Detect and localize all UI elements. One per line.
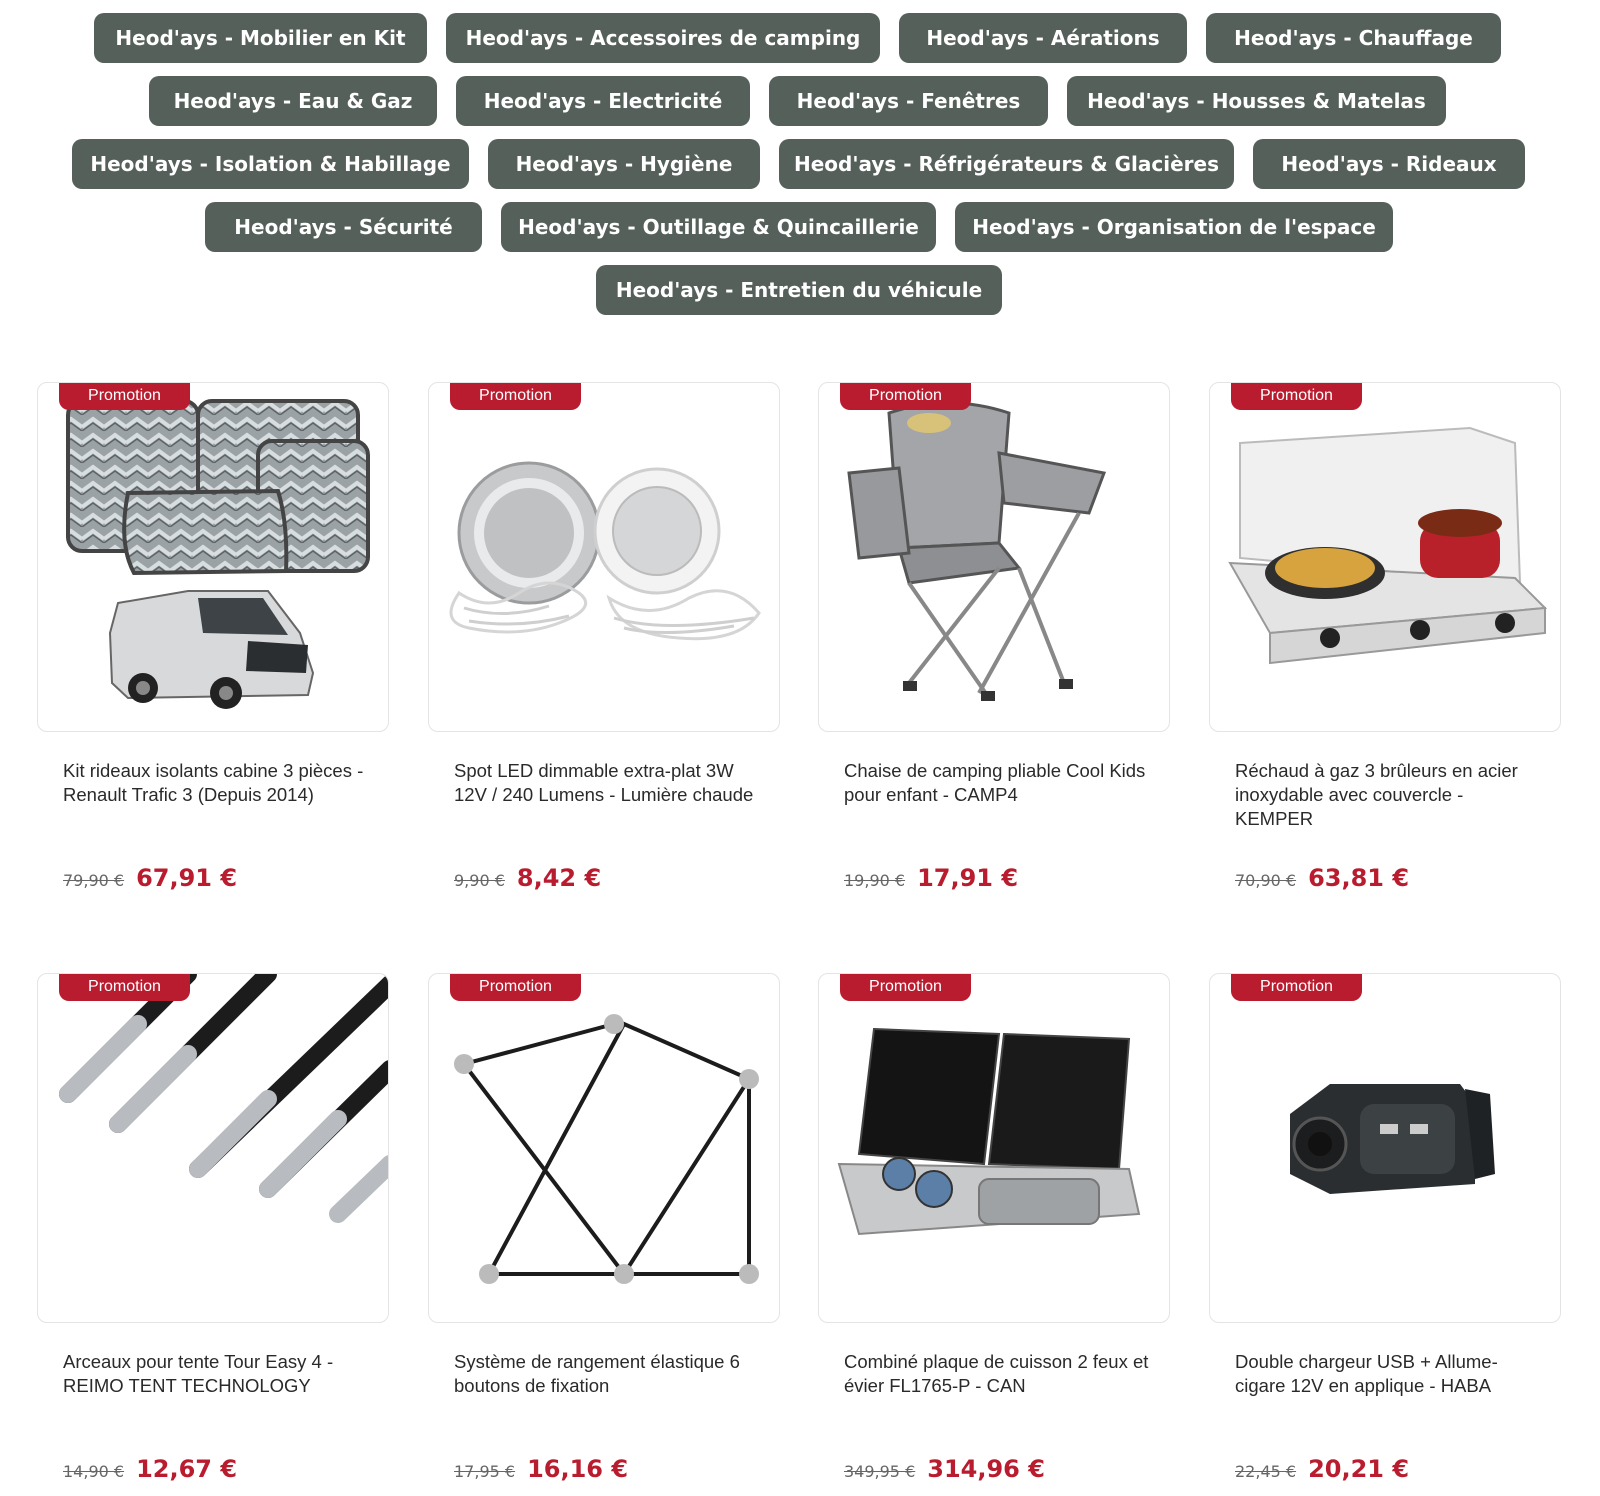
category-button-refrigerateurs-glacieres[interactable]: Heod'ays - Réfrigérateurs & Glacières (779, 139, 1234, 189)
category-button-electricite[interactable]: Heod'ays - Electricité (456, 76, 750, 126)
product-title[interactable]: Kit rideaux isolants cabine 3 pièces - Renault Trafic 3 (Depuis 2014) (63, 760, 364, 805)
promotion-badge: Promotion (840, 382, 971, 410)
sale-price: 63,81 € (1308, 864, 1410, 892)
old-price: 17,95 € (454, 1462, 516, 1481)
product-image[interactable] (1209, 382, 1561, 732)
promotion-badge: Promotion (1231, 382, 1362, 410)
insulating-curtains-van-image (38, 383, 389, 732)
category-button-outillage-quincaillerie[interactable]: Heod'ays - Outillage & Quincaillerie (501, 202, 936, 252)
category-button-fenetres[interactable]: Heod'ays - Fenêtres (769, 76, 1048, 126)
category-button-mobilier-en-kit[interactable]: Heod'ays - Mobilier en Kit (94, 13, 427, 63)
product-image[interactable] (428, 973, 780, 1323)
category-button-aerations[interactable]: Heod'ays - Aérations (899, 13, 1187, 63)
old-price: 22,45 € (1235, 1462, 1297, 1481)
category-button-organisation-espace[interactable]: Heod'ays - Organisation de l'espace (955, 202, 1393, 252)
product-title[interactable]: Système de rangement élastique 6 boutons de fixation (454, 1351, 740, 1396)
price-block (454, 1455, 628, 1483)
product-title[interactable]: Spot LED dimmable extra-plat 3W 12V / 240 Lumens - Lumière chaude (454, 760, 754, 805)
promotion-badge: Promotion (59, 382, 190, 410)
category-button-chauffage[interactable]: Heod'ays - Chauffage (1206, 13, 1501, 63)
promotion-badge: Promotion (450, 973, 581, 1001)
product-title[interactable]: Double chargeur USB + Allume-cigare 12V en applique - HABA (1235, 1351, 1498, 1396)
old-price: 349,95 € (844, 1462, 916, 1481)
elastic-storage-image (429, 974, 780, 1323)
category-button-securite[interactable]: Heod'ays - Sécurité (205, 202, 482, 252)
old-price: 79,90 € (63, 871, 125, 890)
old-price: 19,90 € (844, 871, 906, 890)
product-image[interactable] (37, 973, 389, 1323)
price-block (63, 1455, 237, 1483)
hob-sink-combo-image (819, 974, 1170, 1323)
category-button-eau-gaz[interactable]: Heod'ays - Eau & Gaz (149, 76, 437, 126)
category-button-rideaux[interactable]: Heod'ays - Rideaux (1253, 139, 1525, 189)
promotion-badge: Promotion (840, 973, 971, 1001)
price-block (844, 864, 1018, 892)
sale-price: 16,16 € (527, 1455, 629, 1483)
product-title[interactable]: Chaise de camping pliable Cool Kids pour enfant - CAMP4 (844, 760, 1146, 805)
sale-price: 17,91 € (917, 864, 1019, 892)
promotion-badge: Promotion (1231, 973, 1362, 1001)
promotion-badge: Promotion (59, 973, 190, 1001)
usb-charger-image (1210, 974, 1561, 1323)
camping-chair-image (819, 383, 1170, 732)
category-button-isolation-habillage[interactable]: Heod'ays - Isolation & Habillage (72, 139, 469, 189)
price-block (844, 1455, 1045, 1483)
sale-price: 314,96 € (927, 1455, 1045, 1483)
product-title[interactable]: Réchaud à gaz 3 brûleurs en acier inoxydable avec couvercle - KEMPER (1235, 760, 1518, 829)
price-block (454, 864, 601, 892)
category-button-entretien-vehicule[interactable]: Heod'ays - Entretien du véhicule (596, 265, 1002, 315)
sale-price: 12,67 € (136, 1455, 238, 1483)
sale-price: 67,91 € (136, 864, 238, 892)
price-block (63, 864, 237, 892)
led-spots-image (429, 383, 780, 732)
sale-price: 8,42 € (516, 864, 602, 892)
product-title[interactable]: Combiné plaque de cuisson 2 feux et évier FL1765-P - CAN (844, 1351, 1149, 1396)
tent-poles-image (38, 974, 389, 1323)
promotion-badge: Promotion (450, 382, 581, 410)
price-block (1235, 864, 1409, 892)
old-price: 14,90 € (63, 1462, 125, 1481)
category-button-accessoires-de-camping[interactable]: Heod'ays - Accessoires de camping (446, 13, 880, 63)
sale-price: 20,21 € (1308, 1455, 1410, 1483)
category-button-hygiene[interactable]: Heod'ays - Hygiène (488, 139, 760, 189)
product-title[interactable]: Arceaux pour tente Tour Easy 4 - REIMO TENT TECHNOLOGY (63, 1351, 334, 1396)
product-image[interactable] (818, 973, 1170, 1323)
gas-stove-image (1210, 383, 1561, 732)
category-button-housses-matelas[interactable]: Heod'ays - Housses & Matelas (1067, 76, 1446, 126)
old-price: 9,90 € (454, 871, 505, 890)
product-image[interactable] (1209, 973, 1561, 1323)
product-image[interactable] (818, 382, 1170, 732)
product-image[interactable] (37, 382, 389, 732)
price-block (1235, 1455, 1409, 1483)
product-image[interactable] (428, 382, 780, 732)
old-price: 70,90 € (1235, 871, 1297, 890)
